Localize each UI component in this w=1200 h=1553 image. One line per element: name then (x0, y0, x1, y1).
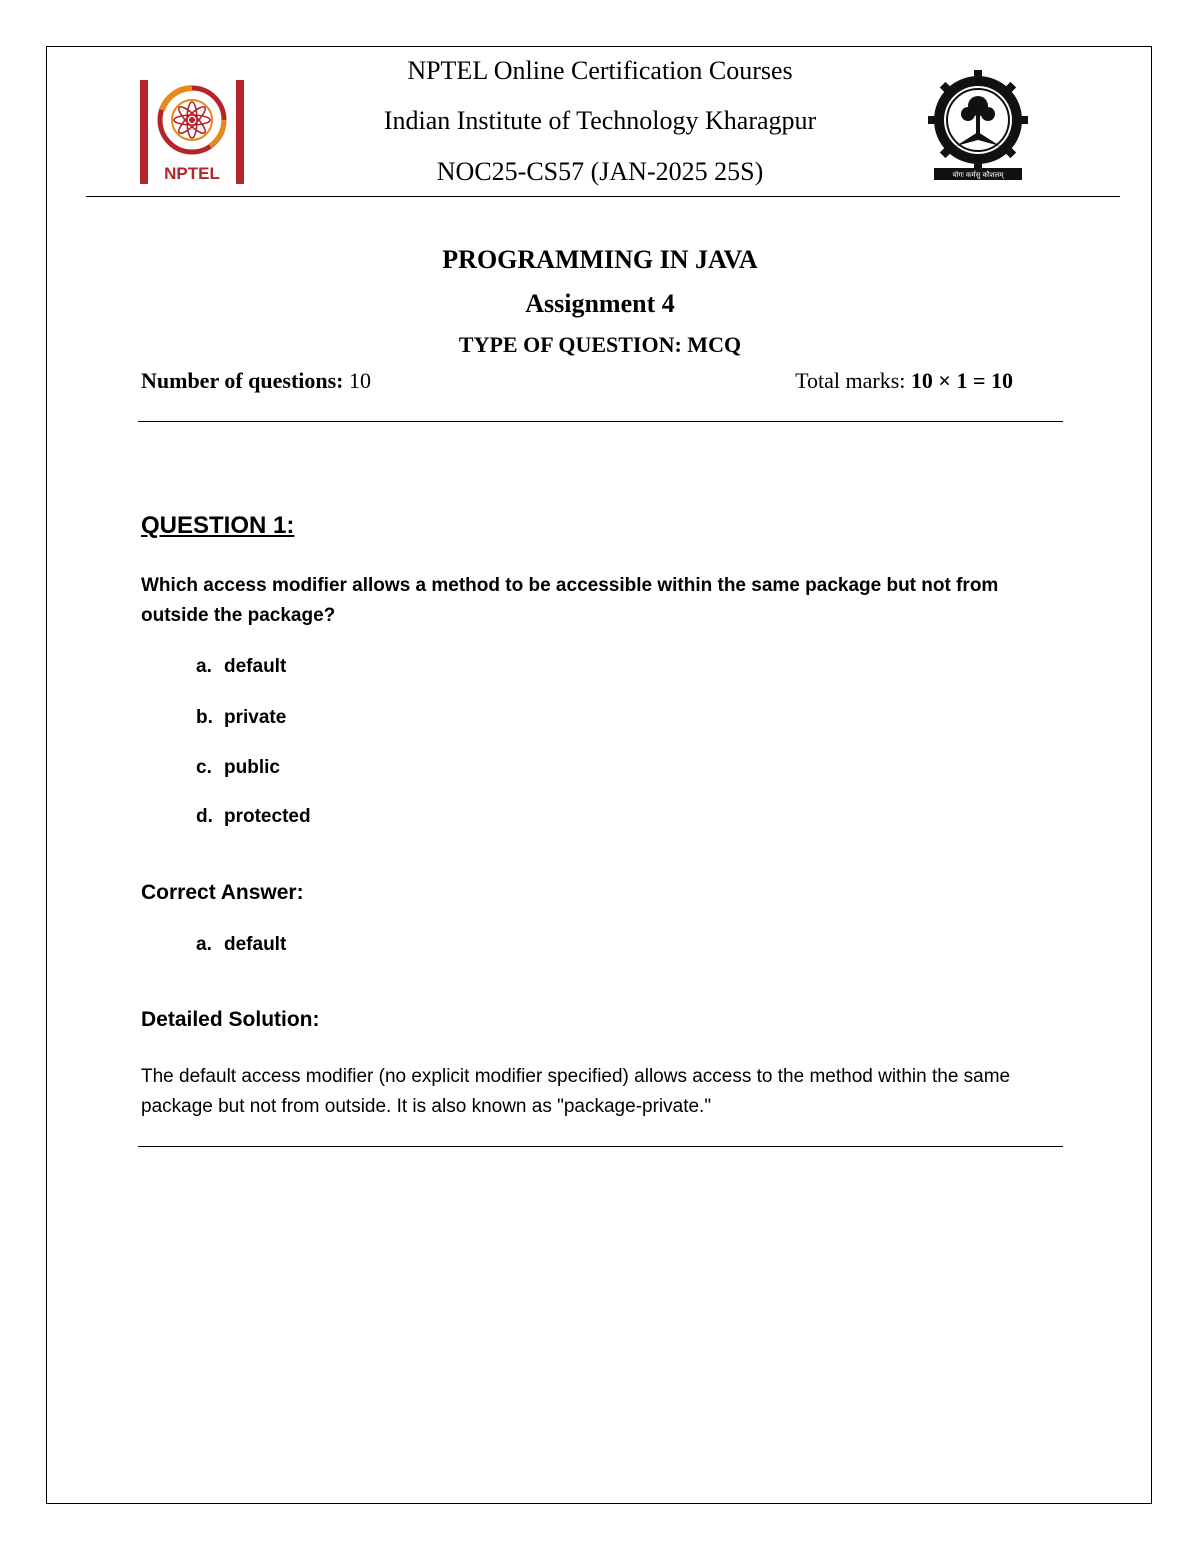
option-text: private (224, 707, 287, 728)
correct-answer-text: default (224, 934, 287, 955)
correct-answer-heading: Correct Answer: (141, 881, 304, 904)
num-questions-label: Number of questions: (141, 368, 344, 393)
option-d (196, 806, 311, 828)
correct-answer (196, 934, 286, 956)
solution-heading: Detailed Solution: (141, 1008, 320, 1031)
num-questions-value: 10 (349, 368, 372, 393)
option-label: a. (196, 656, 212, 677)
total-marks-value: 10 × 1 = 10 (910, 368, 1013, 393)
question-heading: QUESTION 1: (141, 512, 295, 539)
correct-answer-label: a. (196, 934, 212, 955)
option-a (196, 656, 286, 678)
option-label: d. (196, 806, 213, 827)
total-marks-label: Total marks: (795, 368, 906, 393)
header-line-3: NOC25-CS57 (JAN-2025 25S) (436, 157, 764, 186)
header-line-2: Indian Institute of Technology Kharagpur (383, 106, 817, 135)
header-line-1: NPTEL Online Certification Courses (407, 56, 793, 85)
option-c (196, 757, 280, 779)
footer-divider (138, 1146, 1063, 1147)
iit-logo-motto: योगः कर्मसु कौशलम् (952, 171, 1004, 179)
option-label: c. (196, 757, 212, 778)
num-questions (141, 368, 371, 394)
question-type: TYPE OF QUESTION: MCQ (458, 332, 742, 357)
total-marks (795, 368, 1013, 394)
solution-text: The default access modifier (no explicit modifier specified) allows access to the method within the same package but not from outside. It is also known as "package-private." (141, 1066, 1011, 1117)
option-b (196, 707, 286, 729)
option-text: public (224, 757, 280, 778)
option-text: protected (224, 806, 311, 827)
option-label: b. (196, 707, 213, 728)
course-title: PROGRAMMING IN JAVA (442, 245, 758, 274)
question-text: Which access modifier allows a method to be accessible within the same package but not from outside the package? (141, 575, 999, 626)
nptel-logo-text: NPTEL (164, 164, 220, 183)
assignment-title: Assignment 4 (525, 289, 675, 318)
header-divider (86, 196, 1120, 197)
title-divider (138, 421, 1063, 422)
option-text: default (224, 656, 287, 677)
